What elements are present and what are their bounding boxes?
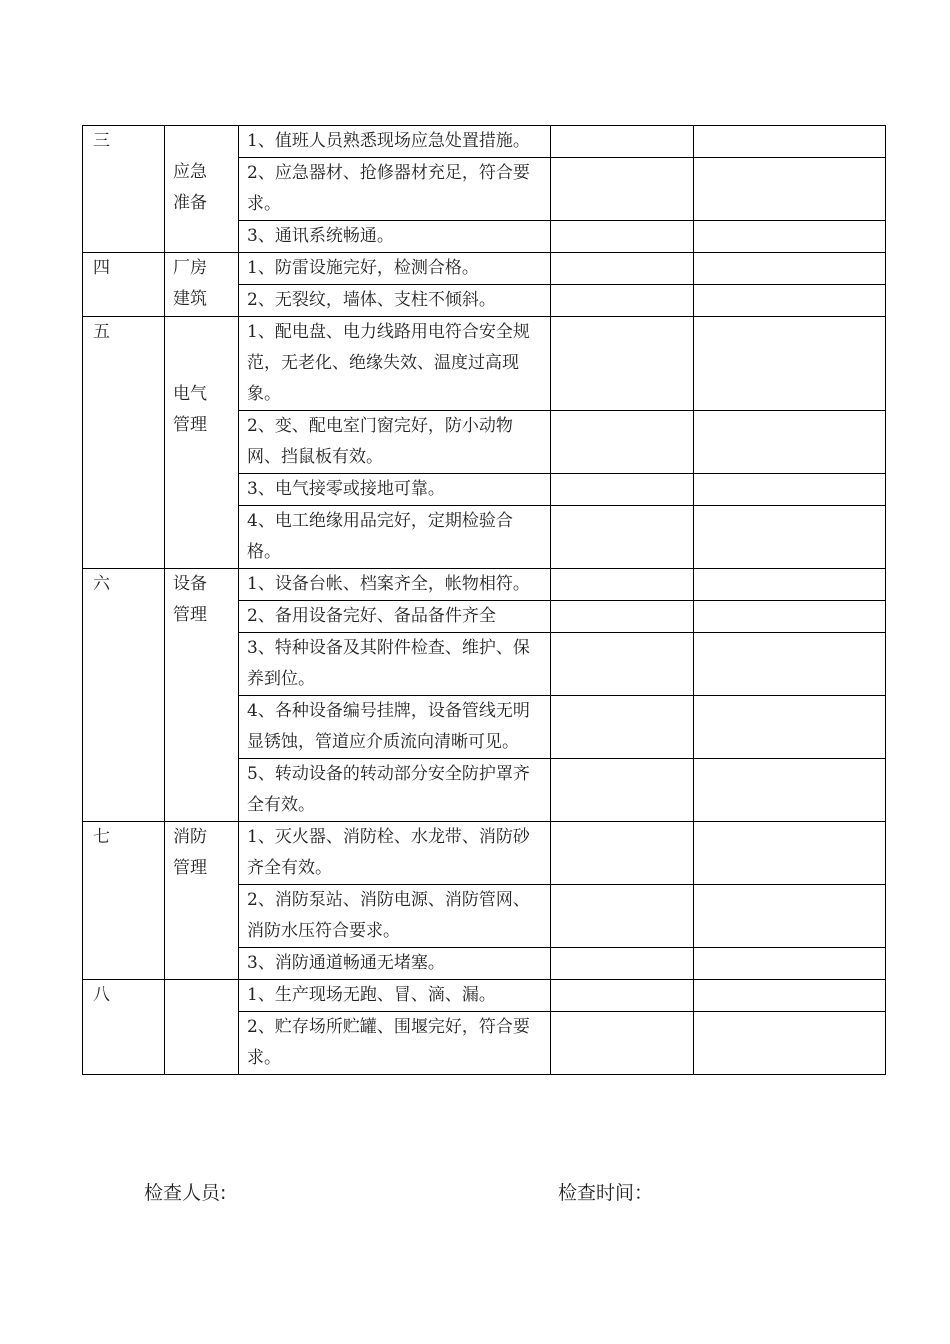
check-status-cell[interactable] [551,411,694,474]
checklist-row [83,317,886,411]
remarks-cell[interactable] [694,253,886,285]
category-line [173,126,238,157]
remarks-cell[interactable] [694,285,886,317]
checklist-body [83,126,886,1075]
check-item: 4、电工绝缘用品完好，定期检验合格。 [239,506,551,569]
check-status-cell[interactable] [551,885,694,948]
check-item: 2、应急器材、抢修器材充足，符合要求。 [239,158,551,221]
check-status-cell[interactable] [551,601,694,633]
remarks-cell[interactable] [694,221,886,253]
checklist-row [83,980,886,1012]
remarks-cell[interactable] [694,885,886,948]
check-status-cell[interactable] [551,569,694,601]
inspection-time-label: 检查时间： [558,1182,654,1204]
section-category [165,569,239,822]
check-status-cell[interactable] [551,474,694,506]
remarks-cell[interactable] [694,696,886,759]
category-line [173,317,238,348]
check-status-cell[interactable] [551,126,694,158]
check-item: 2、变、配电室门窗完好，防小动物网、挡鼠板有效。 [239,411,551,474]
check-status-cell[interactable] [551,221,694,253]
check-status-cell[interactable] [551,759,694,822]
inspector-label: 检查人员: [144,1182,227,1204]
section-number: 八 [83,980,165,1075]
remarks-cell[interactable] [694,633,886,696]
check-item: 1、设备台帐、档案齐全，帐物相符。 [239,569,551,601]
checklist-row [83,253,886,285]
check-status-cell[interactable] [551,506,694,569]
check-item: 3、通讯系统畅通。 [239,221,551,253]
check-item: 3、特种设备及其附件检查、维护、保养到位。 [239,633,551,696]
check-status-cell[interactable] [551,980,694,1012]
check-item: 2、无裂纹，墙体、支柱不倾斜。 [239,285,551,317]
category-line: 消防 [173,827,207,847]
check-item: 3、电气接零或接地可靠。 [239,474,551,506]
section-number: 五 [83,317,165,569]
section-number: 七 [83,822,165,980]
check-item: 5、转动设备的转动部分安全防护罩齐全有效。 [239,759,551,822]
category-line: 管理 [173,415,207,435]
check-status-cell[interactable] [551,253,694,285]
inspection-checklist-table [82,125,886,1075]
check-status-cell[interactable] [551,633,694,696]
check-status-cell[interactable] [551,1012,694,1075]
category-line: 电气 [173,384,207,404]
category-line: 厂房 [173,258,207,278]
section-category [165,822,239,980]
check-status-cell[interactable] [551,158,694,221]
check-item: 2、贮存场所贮罐、围堰完好，符合要求。 [239,1012,551,1075]
check-item: 1、配电盘、电力线路用电符合安全规范，无老化、绝缘失效、温度过高现象。 [239,317,551,411]
check-status-cell[interactable] [551,822,694,885]
check-status-cell[interactable] [551,285,694,317]
section-category [165,126,239,253]
check-item: 1、生产现场无跑、冒、滴、漏。 [239,980,551,1012]
checklist-row [83,126,886,158]
checklist-row [83,822,886,885]
check-item: 4、各种设备编号挂牌，设备管线无明显锈蚀，管道应介质流向清晰可见。 [239,696,551,759]
remarks-cell[interactable] [694,822,886,885]
remarks-cell[interactable] [694,948,886,980]
remarks-cell[interactable] [694,506,886,569]
remarks-cell[interactable] [694,411,886,474]
remarks-cell[interactable] [694,569,886,601]
section-number: 六 [83,569,165,822]
section-category [165,317,239,569]
check-status-cell[interactable] [551,317,694,411]
category-line: 管理 [173,858,207,878]
check-item: 2、备用设备完好、备品备件齐全 [239,601,551,633]
check-item: 1、值班人员熟悉现场应急处置措施。 [239,126,551,158]
remarks-cell[interactable] [694,317,886,411]
section-number: 三 [83,126,165,253]
remarks-cell[interactable] [694,980,886,1012]
checklist-row [83,569,886,601]
check-item: 1、灭火器、消防栓、水龙带、消防砂齐全有效。 [239,822,551,885]
remarks-cell[interactable] [694,126,886,158]
remarks-cell[interactable] [694,759,886,822]
check-status-cell[interactable] [551,696,694,759]
section-number: 四 [83,253,165,317]
category-line: 设备 [173,574,207,594]
check-status-cell[interactable] [551,948,694,980]
check-item: 3、消防通道畅通无堵塞。 [239,948,551,980]
check-item: 1、防雷设施完好，检测合格。 [239,253,551,285]
remarks-cell[interactable] [694,158,886,221]
check-item: 2、消防泵站、消防电源、消防管网、消防水压符合要求。 [239,885,551,948]
section-category [165,253,239,317]
category-line [173,348,238,379]
remarks-cell[interactable] [694,1012,886,1075]
remarks-cell[interactable] [694,474,886,506]
category-line: 准备 [173,193,207,213]
category-line: 管理 [173,605,207,625]
section-category [165,980,239,1075]
category-line: 建筑 [173,289,207,309]
category-line: 应急 [173,162,207,182]
remarks-cell[interactable] [694,601,886,633]
